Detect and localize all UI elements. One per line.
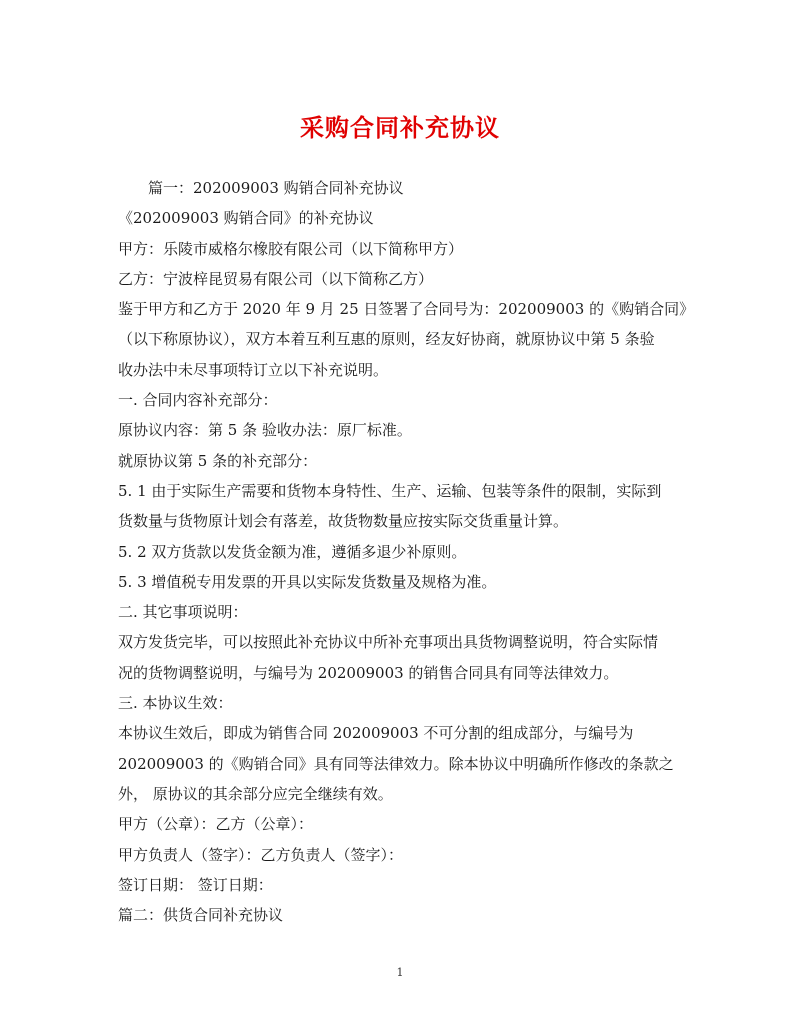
signature-line: 甲方负责人（签字）：乙方负责人（签字）： xyxy=(118,845,404,864)
document-title: 采购合同补充协议 xyxy=(300,114,500,142)
section-3-line-1: 本协议生效后，即成为销售合同 202009003 不可分割的组成部分，与编号为 xyxy=(118,724,634,743)
clause-5-3: 5. 3 增值税专用发票的开具以实际发货数量及规格为准。 xyxy=(118,572,497,591)
section-2-heading: 二. 其它事项说明： xyxy=(118,603,248,622)
party-a: 甲方：乐陵市威格尔橡胶有限公司（以下简称甲方） xyxy=(118,239,464,258)
section-3-line-2: 202009003 的《购销合同》具有同等法律效力。除本协议中明确所作修改的条款之 xyxy=(118,754,674,773)
section-1-heading: 一. 合同内容补充部分： xyxy=(118,391,278,410)
section-heading-part-one: 篇一：202009003 购销合同补充协议 xyxy=(148,179,404,197)
agreement-subtitle: 《202009003 购销合同》的补充协议 xyxy=(118,209,374,228)
section-3-line-3: 外， 原协议的其余部分应完全继续有效。 xyxy=(118,784,393,803)
original-content: 原协议内容：第 5 条 验收办法：原厂标准。 xyxy=(118,421,412,440)
page-number: 1 xyxy=(396,966,404,979)
preamble-line-2: （以下称原协议），双方本着互利互惠的原则，经友好协商，就原协议中第 5 条验 xyxy=(118,330,655,349)
clause-5-2: 5. 2 双方货款以发货金额为准，遵循多退少补原则。 xyxy=(118,542,467,561)
clause-5-1-line-2: 货数量与货物原计划会有落差，故货物数量应按实际交货重量计算。 xyxy=(118,512,569,531)
signing-date-line: 签订日期： 签订日期： xyxy=(118,875,273,894)
preamble-line-1: 鉴于甲方和乙方于 2020 年 9 月 25 日签署了合同号为：202009003 的《购销合同》 xyxy=(118,300,695,319)
preamble-line-3: 收办法中未尽事项特订立以下补充说明。 xyxy=(118,360,389,379)
clause-5-1-line-1: 5. 1 由于实际生产需要和货物本身特性、生产、运输、包装等条件的限制，实际到 xyxy=(118,481,662,500)
section-2-line-2: 况的货物调整说明，与编号为 202009003 的销售合同具有同等法律效力。 xyxy=(118,663,619,682)
section-heading-part-two: 篇二：供货合同补充协议 xyxy=(118,906,284,925)
party-b: 乙方：宁波梓昆贸易有限公司（以下简称乙方） xyxy=(118,269,434,288)
section-2-line-1: 双方发货完毕，可以按照此补充协议中所补充事项出具货物调整说明，符合实际情 xyxy=(118,633,659,652)
seal-line: 甲方（公章）：乙方（公章）： xyxy=(118,815,314,834)
section-3-heading: 三. 本协议生效： xyxy=(118,694,233,713)
document-body xyxy=(118,173,695,930)
supplement-heading: 就原协议第 5 条的补充部分： xyxy=(118,451,318,470)
